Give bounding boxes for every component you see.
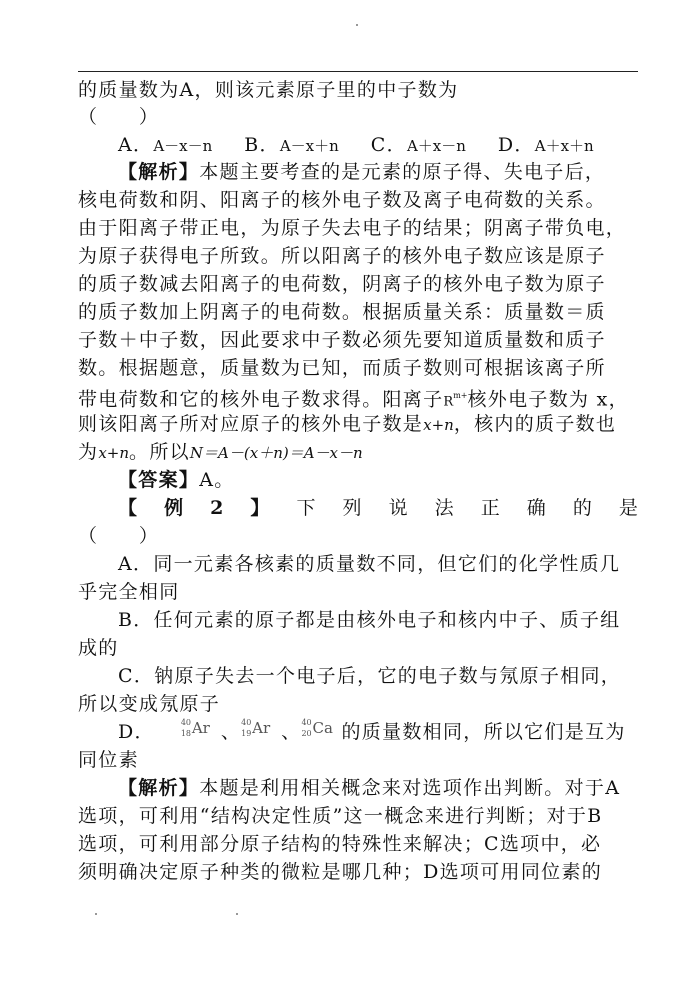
header-rule [78, 71, 638, 72]
q1-analysis-line: 的质子数减去阳离子的电荷数，阴离子的核外电子数为原子 [78, 273, 606, 295]
option-math: A＋x＋n [534, 137, 594, 155]
answer-text: A。 [199, 469, 235, 491]
q2-option-a-cont: 乎完全相同 [78, 581, 180, 603]
q2-option-b-cont: 成的 [78, 637, 119, 659]
math-expression: x+n [98, 444, 130, 462]
ion-charge: m+ [453, 391, 468, 400]
isotope-ar-18 [181, 718, 221, 744]
q2-option-d-cont: 同位素 [78, 749, 139, 771]
page-dot [356, 24, 358, 26]
title-char: 的 [572, 497, 592, 519]
analysis-text: 核外电子数为 x， [467, 388, 629, 411]
q1-analysis-line: 数。根据题意，质量数为已知，而质子数则可根据该离子所 [78, 357, 606, 379]
isotope-ca-20 [301, 718, 341, 744]
mass-number: 40 [180, 718, 192, 727]
title-char: 是 [618, 497, 638, 519]
option-label: C． [370, 134, 407, 156]
option-label: A． [118, 134, 154, 156]
option-math: A＋x－n [406, 137, 466, 155]
analysis-text: 带电荷数和它的核外电子数求得。阳离子 [78, 388, 444, 411]
q1-analysis-line [78, 438, 638, 466]
title-char: 【 [118, 497, 138, 519]
q1-analysis-line [118, 158, 638, 186]
q1-analysis-line: 由于阳离子带正电，为原子失去电子的结果；阴离子带负电， [78, 217, 627, 239]
q2-analysis-line [118, 774, 638, 802]
title-char: 法 [434, 497, 454, 519]
title-char: 】 [250, 497, 270, 519]
q2-paren: （ ） [78, 525, 160, 547]
page-dot [95, 913, 97, 915]
analysis-tag: 【解析】 [118, 777, 200, 799]
q1-analysis-line: 为原子获得电子所致。所以阳离子的核外电子数应该是原子 [78, 245, 606, 267]
atomic-number: 19 [241, 729, 252, 738]
q1-analysis-line [78, 382, 638, 410]
atomic-number: 20 [301, 729, 312, 738]
q2-title [118, 494, 638, 522]
element-symbol: Ar [191, 719, 210, 737]
atomic-number: 18 [180, 729, 192, 738]
q2-option-d [118, 718, 638, 746]
separator: 、 [220, 721, 242, 743]
q2-option-a: A．同一元素各核素的质量数不同，但它们的化学性质几 [118, 553, 621, 575]
analysis-text: 本题主要考查的是元素的原子得、失电子后， [199, 161, 606, 183]
option-math: A－x－n [153, 137, 213, 155]
q1-analysis-line: 子数＋中子数，因此要求中子数必须先要知道质量数和质子 [78, 329, 606, 351]
q1-analysis-line: 的质子数加上阴离子的电荷数。根据质量关系：质量数＝质 [78, 301, 606, 323]
analysis-text: ，核内的质子数也 [453, 413, 617, 435]
analysis-text: 本题是利用相关概念来对选项作出判断。对于A [199, 777, 621, 799]
q2-analysis-line: 选项，可利用部分原子结构的特殊性来解决；C选项中，必 [78, 833, 602, 855]
option-math: A－x＋n [279, 137, 339, 155]
q2-option-c-cont: 所以变成氖原子 [78, 693, 221, 715]
q1-analysis-line [78, 410, 638, 438]
q1-option-d [498, 131, 594, 160]
option-label: D． [497, 134, 535, 156]
answer-tag: 【答案】 [118, 469, 200, 491]
analysis-text: 。所以 [129, 441, 190, 463]
analysis-tag: 【解析】 [118, 161, 200, 183]
page-dot [236, 913, 238, 915]
title-char: 正 [480, 497, 500, 519]
q1-option-a [118, 131, 212, 160]
q1-stem: 的质量数为A，则该元素原子里的中子数为 [78, 79, 459, 101]
q2-option-c: C．钠原子失去一个电子后，它的电子数与氖原子相同， [118, 665, 622, 687]
title-char: 例 [164, 497, 184, 519]
q2-analysis-line: 选项，可利用“结构决定性质”这一概念来进行判断；对于B [78, 805, 603, 827]
element-symbol: Ca [312, 719, 333, 737]
title-char: 2 [210, 497, 224, 519]
isotope-ar-19 [241, 718, 281, 744]
q2-analysis-line: 须明确决定原子种类的微粒是哪几种；D选项可用同位素的 [78, 861, 603, 883]
option-label: B． [244, 134, 280, 156]
q2-option-b: B．任何元素的原子都是由核外电子和核内中子、质子组 [118, 609, 621, 631]
analysis-text: 为 [78, 441, 99, 463]
title-char: 下 [296, 497, 316, 519]
ion-symbol: R [443, 394, 454, 410]
analysis-text: 则该阳离子所对应原子的核外电子数是 [78, 413, 424, 435]
title-char: 确 [526, 497, 546, 519]
q1-option-c [371, 131, 466, 160]
q1-answer [118, 466, 638, 494]
mass-number: 40 [241, 718, 252, 727]
title-char: 说 [388, 497, 408, 519]
q1-options [118, 131, 638, 159]
separator: 、 [281, 721, 302, 743]
q1-paren: （ ） [78, 106, 160, 128]
option-label: D． [118, 721, 155, 743]
mass-number: 40 [301, 718, 312, 727]
q1-option-b [244, 131, 339, 160]
title-char: 列 [342, 497, 362, 519]
formula: N＝A－(x＋n)＝A－x－n [189, 444, 363, 462]
option-text: 的质量数相同，所以它们是互为 [341, 721, 626, 743]
element-symbol: Ar [252, 719, 271, 737]
q1-analysis-line: 核电荷数和阴、阳离子的核外电子数及离子电荷数的关系。 [78, 189, 606, 211]
math-expression: x+n [423, 416, 454, 434]
